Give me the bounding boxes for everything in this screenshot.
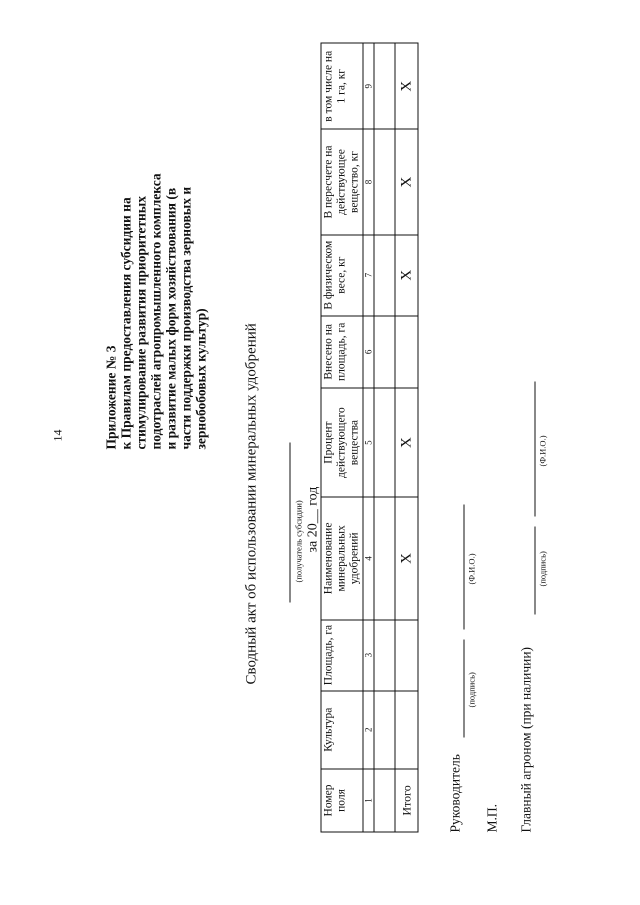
recipient-caption: (получатель субсидии) [293, 500, 303, 583]
table-cell [374, 497, 395, 619]
total-cell [395, 316, 418, 388]
column-number: 1 [363, 769, 374, 832]
table-cell [374, 620, 395, 691]
fertilizer-table [320, 43, 418, 833]
column-number: 3 [363, 620, 374, 691]
total-cross-mark: X [395, 129, 418, 234]
head-signature-caption: (подпись) [466, 672, 476, 708]
agronomist-name-line [534, 382, 535, 517]
appendix-block [103, 30, 208, 450]
appendix-line: части поддержки производства зерновых и [178, 186, 193, 450]
table-cell [374, 316, 395, 388]
total-cross-mark: X [395, 388, 418, 497]
agronomist-signature-line [534, 527, 535, 615]
column-number: 9 [363, 43, 374, 129]
col-header-per-hectare: в том числе на 1 га, кг [321, 43, 363, 129]
table-cell [374, 388, 395, 497]
column-number: 5 [363, 388, 374, 497]
agronomist-label: Главный агроном (при наличии) [518, 646, 533, 833]
col-header-applied-area: Внесено на площадь, га [321, 316, 363, 388]
table-cell [374, 769, 395, 832]
col-header-active-substance: В пересчете на действующее вещество, кг [321, 129, 363, 234]
appendix-line: подотраслей агропромышленного комплекса [148, 173, 163, 450]
table-cell [374, 235, 395, 316]
report-year: за 20__ год [305, 486, 320, 553]
total-cell [395, 620, 418, 691]
table-header-row [321, 43, 363, 832]
column-number: 2 [363, 691, 374, 769]
appendix-line: стимулирование развития приоритетных [133, 195, 148, 450]
column-number: 7 [363, 235, 374, 316]
column-number: 4 [363, 497, 374, 619]
column-number-row [363, 43, 374, 832]
total-cross-mark: X [395, 497, 418, 619]
total-label: Итого [395, 769, 418, 832]
column-number: 6 [363, 316, 374, 388]
appendix-line: к Правилам предоставления субсидии на [118, 197, 133, 450]
agronomist-name-caption: (Ф.И.О.) [537, 435, 547, 467]
col-header-active-percent: Процент действующего вещества [321, 388, 363, 497]
empty-data-row [374, 43, 395, 832]
table-cell [374, 43, 395, 129]
agronomist-signature-caption: (подпись) [537, 551, 547, 587]
col-header-crop: Культура [321, 691, 363, 769]
col-header-fertilizer-name: Наименование минеральных удобрений [321, 497, 363, 619]
recipient-line [289, 443, 290, 603]
column-number: 8 [363, 129, 374, 234]
total-cross-mark: X [395, 235, 418, 316]
col-header-area: Площадь, га [321, 620, 363, 691]
head-signature-line [463, 640, 464, 738]
col-header-field-number: Номер поля [321, 769, 363, 832]
total-row [395, 43, 418, 832]
col-header-physical-weight: В физическом весе, кг [321, 235, 363, 316]
appendix-line: и развитие малых форм хозяйствования (в [163, 187, 178, 450]
document-title: Сводный акт об использовании минеральных удобрений [243, 323, 259, 685]
total-cell [395, 691, 418, 769]
total-cross-mark: X [395, 43, 418, 129]
head-name-caption: (Ф.И.О.) [466, 553, 476, 585]
appendix-number: Приложение № 3 [103, 345, 118, 450]
head-label: Руководитель [447, 754, 462, 833]
page-number: 14 [50, 429, 65, 442]
appendix-line: зернобобовых культур) [193, 308, 208, 450]
head-name-line [463, 505, 464, 630]
table-cell [374, 691, 395, 769]
seal-placeholder: М.П. [484, 803, 499, 833]
table-cell [374, 129, 395, 234]
